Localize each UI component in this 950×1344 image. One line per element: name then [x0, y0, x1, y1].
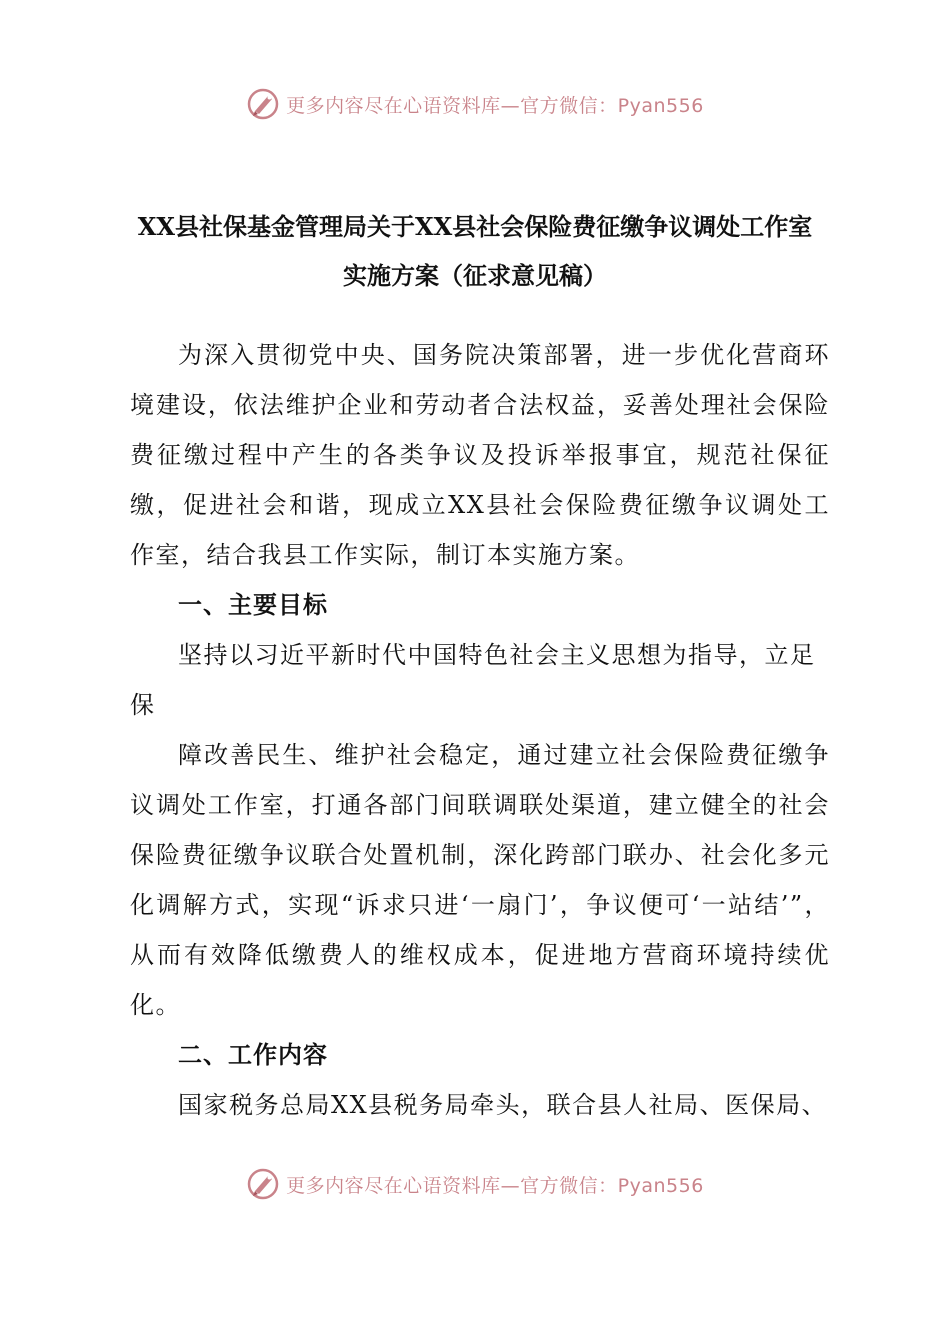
section1-paragraph-1-tail: 保 [130, 691, 156, 719]
document-body [130, 330, 830, 1130]
watermark-banner-bottom [0, 1162, 950, 1206]
watermark-text: 更多内容尽在心语资料库—官方微信：Pyan556 [286, 1174, 704, 1197]
section-heading-work-content: 二、工作内容 [178, 1040, 328, 1069]
section1-paragraph-1-text: 坚持以习近平新时代中国特色社会主义思想为指导，立足 [178, 641, 816, 669]
document-title-line-2: 实施方案（征求意见稿） [343, 261, 607, 290]
section1-paragraph-1 [130, 630, 830, 730]
pen-seal-logo-icon [246, 1167, 280, 1201]
pen-seal-logo-icon [246, 87, 280, 121]
section1-paragraph-2: 障改善民生、维护社会稳定，通过建立社会保险费征缴争议调处工作室，打通各部门间联调联处渠道，建立健全的社会保险费征缴争议联合处置机制，深化跨部门联办、社会化多元化调解方式，实现“诉求只进‘一扇门’，争议便可‘一站结’”，从而有效降低缴费人的维权成本，促进地方营商环境持续优化。 [130, 741, 830, 1019]
document-title-line-1: XX县社保基金管理局关于XX县社会保险费征缴争议调处工作室 [137, 212, 813, 241]
watermark-text: 更多内容尽在心语资料库—官方微信：Pyan556 [286, 94, 704, 117]
intro-paragraph: 为深入贯彻党中央、国务院决策部署，进一步优化营商环境建设，依法维护企业和劳动者合法权益，妥善处理社会保险费征缴过程中产生的各类争议及投诉举报事宜，规范社保征缴，促进社会和谐，现成立XX县社会保险费征缴争议调处工作室，结合我县工作实际，制订本实施方案。 [130, 341, 830, 569]
section-heading-main-goals: 一、主要目标 [178, 590, 328, 619]
section2-paragraph-1: 国家税务总局XX县税务局牵头，联合县人社局、医保局、 [178, 1091, 828, 1119]
watermark-banner-top [0, 82, 950, 126]
